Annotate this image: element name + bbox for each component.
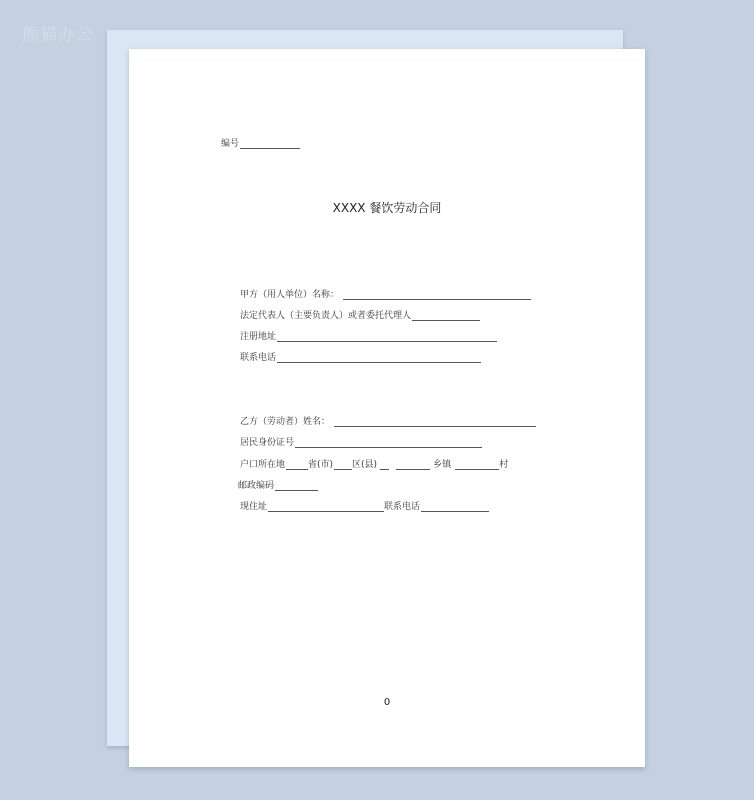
district-blank [380,460,389,470]
party-a-name-line [240,287,531,300]
page-number: 0 [383,697,391,708]
party-a-address-label: 注册地址 [240,332,277,342]
party-b-address-line [240,499,489,512]
document-number-label: 编号 [221,139,240,149]
party-b-id-line [240,435,482,448]
village-blank [455,460,499,470]
document-number-blank [240,139,300,149]
party-b-hukou-line [240,457,508,470]
province-blank [286,460,308,470]
party-a-address-line [240,329,497,342]
party-b-postal-label: 邮政编码 [238,481,275,491]
party-a-rep-line [240,308,480,321]
party-a-name-blank [343,290,531,300]
town-blank [412,460,430,470]
document-page [129,49,645,767]
party-a-rep-label: 法定代表人（主要负责人）或者委托代理人 [240,311,412,321]
village-label: 村 [499,460,509,470]
party-b-id-label: 居民身份证号 [240,438,295,448]
party-b-name-line [240,414,536,427]
party-b-postal-blank [275,481,318,491]
town-label: 乡镇 [433,460,452,470]
party-b-postal-line [238,478,318,491]
party-a-phone-blank [277,353,481,363]
party-a-name-label: 甲方（用人单位）名称： [240,290,340,300]
party-b-name-label: 乙方（劳动者）姓名： [240,417,331,427]
party-b-current-address-label: 现住址 [240,502,268,512]
party-a-address-blank [277,332,497,342]
document-number [221,136,300,149]
party-b-hukou-label: 户口所在地 [240,460,286,470]
party-b-phone-label: 联系电话 [384,502,421,512]
watermark: 熊猫办公 [22,25,94,45]
party-b-current-address-blank [268,502,384,512]
party-b-name-blank [334,417,536,427]
district-label: 区(县) [352,460,378,470]
document-title: XXXX 餐饮劳动合同 [332,201,442,215]
city-blank [334,460,352,470]
party-b-phone-blank [421,502,489,512]
party-a-phone-label: 联系电话 [240,353,277,363]
county-blank [396,460,412,470]
party-a-rep-blank [412,311,480,321]
province-label: 省(市) [308,460,334,470]
party-b-id-blank [295,438,482,448]
party-a-phone-line [240,350,481,363]
